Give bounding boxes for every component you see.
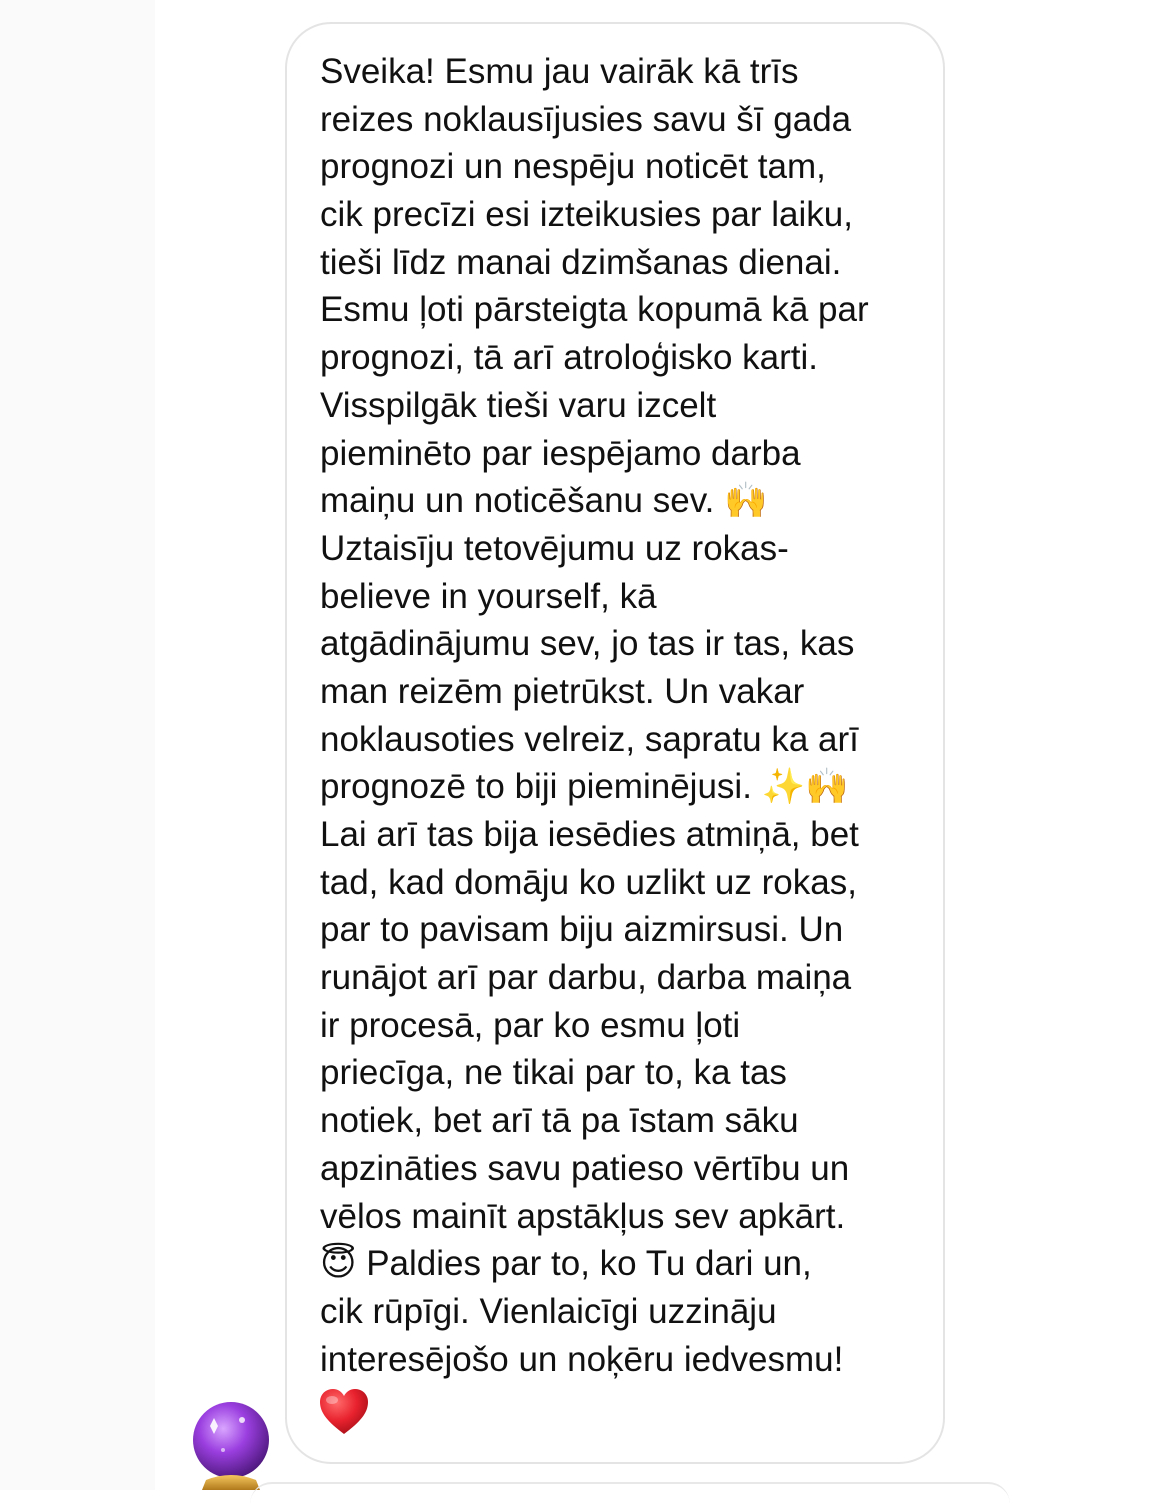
message-line: Sveika! Esmu jau vairāk kā trīs — [320, 52, 799, 91]
message-line: maiņu un noticēšanu sev. 🙌 — [320, 481, 768, 521]
message-line: prognozē to biji pieminējusi. ✨🙌 — [320, 767, 849, 807]
message-line: priecīga, ne tikai par to, ka tas — [320, 1053, 787, 1093]
message-line: interesējošo un noķēru iedvesmu! — [320, 1339, 844, 1379]
message-line: prognozi un nespēju noticēt tam, — [320, 147, 826, 187]
message-line: Uztaisīju tetovējumu uz rokas- — [320, 528, 789, 568]
message-line: believe in yourself, kā — [320, 576, 657, 616]
message-line: apzināties savu patieso vērtību un — [320, 1148, 850, 1188]
message-line: Esmu ļoti pārsteigta kopumā kā par — [320, 290, 869, 330]
crystal-ball-icon[interactable] — [190, 1400, 272, 1490]
next-message-bubble-edge — [250, 1482, 1010, 1504]
message-line: 😇 Paldies par to, ko Tu dari un, — [320, 1244, 812, 1284]
message-line: Visspilgāk tieši varu izcelt — [320, 385, 717, 425]
chat-background-strip — [0, 0, 155, 1490]
message-line: notiek, bet arī tā pa īstam sāku — [320, 1101, 799, 1141]
message-line: ir procesā, par ko esmu ļoti — [320, 1005, 741, 1045]
message-line: atgādinājumu sev, jo tas ir tas, kas — [320, 624, 855, 664]
message-line: Lai arī tas bija iesēdies atmiņā, bet — [320, 815, 859, 854]
message-line: man reizēm pietrūkst. Un vakar — [320, 671, 805, 711]
red-heart-icon — [318, 1388, 370, 1438]
message-line: runājot arī par darbu, darba maiņa — [320, 958, 852, 998]
message-line: cik precīzi esi izteikusies par laiku, — [320, 195, 853, 235]
message-line: vēlos mainīt apstākļus sev apkārt. — [320, 1196, 846, 1236]
message-text — [320, 48, 869, 1383]
message-line: reizes noklausījusies savu šī gada — [320, 99, 852, 139]
message-line: prognozi, tā arī atroloģisko karti. — [320, 338, 819, 378]
message-line: pieminēto par iespējamo darba — [320, 433, 801, 473]
message-line: par to pavisam biju aizmirsusi. Un — [320, 910, 844, 950]
message-line: tieši līdz manai dzimšanas dienai. — [320, 242, 842, 282]
message-line: tad, kad domāju ko uzlikt uz rokas, — [320, 862, 857, 902]
message-line: noklausoties velreiz, sapratu ka arī — [320, 719, 859, 759]
message-line: cik rūpīgi. Vienlaicīgi uzzināju — [320, 1291, 777, 1331]
